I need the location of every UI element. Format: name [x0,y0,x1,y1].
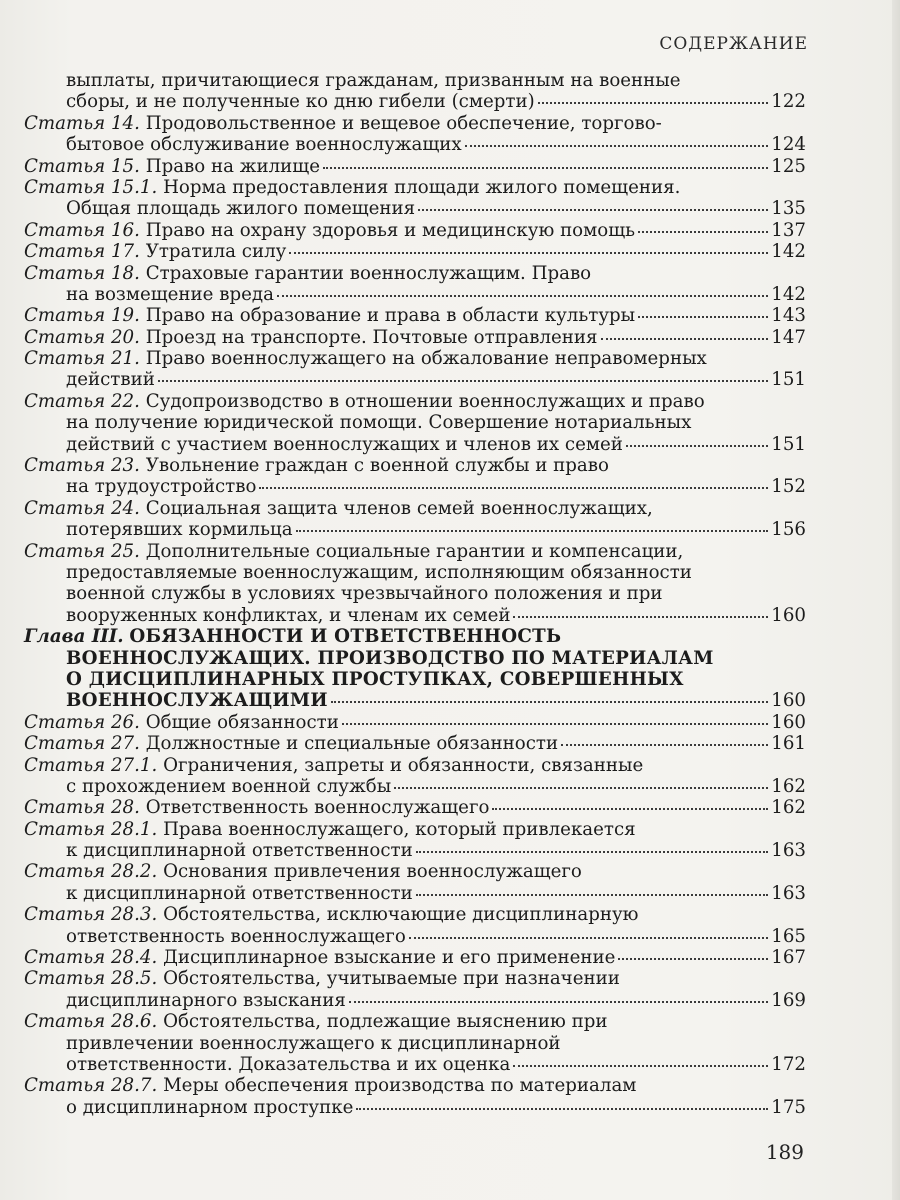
article-label: Статья 15.1. [24,176,158,198]
dot-leader [409,936,769,939]
toc-line-text [24,819,636,840]
article-title-line: Увольнение граждан с военной службы и право [145,455,609,477]
chapter-title-line: ОБЯЗАННОСТИ И ОТВЕТСТВЕННОСТЬ [129,626,562,648]
toc-line-text [66,1033,561,1054]
article-title-line: Страховые гарантии военнослужащим. Право [145,262,592,284]
toc-page-number: 152 [771,476,806,498]
toc-line-text [24,1075,636,1096]
toc-page-number: 125 [771,155,806,177]
article-label: Статья 28.4. [24,947,158,969]
article-label: Статья 28.7. [24,1075,158,1097]
toc-line [24,733,806,754]
toc-page-number: 165 [771,925,806,947]
toc-line [24,968,806,989]
article-label: Статья 28.2. [24,861,158,883]
toc-line-text [24,113,662,134]
toc-line-text [24,177,680,198]
toc-line-text [66,605,510,626]
toc-line-text [66,134,462,155]
toc-line-text [66,883,413,904]
toc-line [24,391,806,412]
article-label: Статья 22. [24,390,140,412]
toc-entry [24,968,806,1011]
toc-line [24,1054,806,1075]
toc-line-text [66,70,681,91]
toc-entry [24,113,806,156]
toc-entry [24,241,806,262]
toc-line-text [24,305,635,326]
toc-line-text [24,861,582,882]
toc-line [24,883,806,904]
toc-line-text [66,519,293,540]
toc-page-number: 162 [771,775,806,797]
toc-line [24,284,806,305]
toc-line-text [66,926,406,947]
article-label: Статья 28. [24,797,140,819]
article-label: Статья 25. [24,540,140,562]
toc-page-number: 160 [771,690,806,712]
article-title-line: с прохождением военной службы [66,775,392,797]
article-label: Статья 14. [24,112,140,134]
toc-line-text [66,369,155,390]
article-label: Статья 27.1. [24,754,158,776]
toc-line-text [66,434,623,455]
article-label: Статья 21. [24,348,140,370]
article-title-line: Общая площадь жилого помещения [66,198,416,220]
toc-entry [24,70,806,113]
article-label: Статья 28.5. [24,968,158,990]
dot-leader [416,893,769,896]
toc-line [24,669,806,690]
toc-line [24,755,806,776]
article-label: Статья 23. [24,455,140,477]
article-title-line: военной службы в условиях чрезвычайного положения и при [66,583,663,605]
article-title-line: Дополнительные социальные гарантии и компенсации, [145,540,684,562]
toc-line-text [66,669,684,690]
toc-line-text [66,990,346,1011]
article-title-line: ответственности. Доказательства и их оценка [66,1053,511,1075]
toc-line-text [24,755,643,776]
toc-line-text [24,327,598,348]
toc-entry [24,904,806,947]
toc-entry [24,348,806,391]
article-title-line: вооруженных конфликтах, и членам их семей [66,604,511,626]
toc-line [24,1033,806,1054]
dot-leader [416,850,769,853]
toc-entry [24,861,806,904]
chapter-title-line: ВОЕННОСЛУЖАЩИМИ [66,690,328,712]
dot-leader [418,208,768,211]
toc-line [24,840,806,861]
toc-line-text [24,947,615,968]
toc-line [24,626,806,647]
toc-entry [24,541,806,627]
toc-page-number: 122 [771,91,806,113]
toc-page-number: 162 [771,797,806,819]
article-title-line: Меры обеспечения производства по материалам [163,1075,637,1097]
toc-line-text [66,1054,510,1075]
toc-page-number: 160 [771,604,806,626]
toc-entry [24,797,806,818]
toc-entry [24,819,806,862]
dot-leader [538,101,769,104]
toc-line [24,476,806,497]
toc-line-text [66,1097,353,1118]
article-title-line: Общие обязанности [145,711,339,733]
article-title-line: на трудоустройство [66,476,257,498]
toc-line-text [24,733,558,754]
toc-line [24,819,806,840]
toc-entry [24,712,806,733]
article-title-line: Ограничения, запреты и обязанности, связанные [163,754,644,776]
toc-line-text [24,348,707,369]
article-title-line: Обстоятельства, учитываемые при назначении [163,968,620,990]
article-title-line: Право на образование и права в области культуры [145,305,636,327]
toc-line [24,648,806,669]
article-title-line: предоставляемые военнослужащим, исполняющим обязанности [66,561,692,583]
dot-leader [513,615,768,618]
toc-entry [24,947,806,968]
toc-line-text [24,904,639,925]
article-title-line: Норма предоставления площади жилого помещения. [163,176,681,198]
toc-line [24,348,806,369]
toc-line-text [24,455,609,476]
toc-line [24,134,806,155]
article-title-line: дисциплинарного взыскания [66,989,346,1011]
article-title-line: о дисциплинарном проступке [66,1096,354,1118]
toc-line [24,369,806,390]
toc-line-text [66,583,662,604]
toc-entry [24,733,806,754]
article-title-line: действий [66,369,155,391]
toc-page-number: 172 [771,1053,806,1075]
article-title-line: Право на охрану здоровья и медицинскую помощь [145,219,636,241]
toc-entry [24,305,806,326]
toc-line [24,455,806,476]
toc-line [24,220,806,241]
toc-line [24,1097,806,1118]
article-title-line: Ответственность военнослужащего [145,797,490,819]
article-title-line: Продовольственное и вещевое обеспечение, торгово- [145,112,662,134]
toc-line-text [24,220,635,241]
toc-line-text [66,562,692,583]
article-label: Статья 27. [24,733,140,755]
toc-entry [24,177,806,220]
toc-line [24,904,806,925]
toc-page-number: 135 [771,198,806,220]
dot-leader [323,166,768,169]
toc-entry [24,220,806,241]
toc-page-number: 175 [771,1096,806,1118]
article-title-line: Социальная защита членов семей военнослужащих, [145,497,653,519]
article-label: Статья 19. [24,305,140,327]
chapter-label: Глава III. [24,626,124,648]
toc-line-text [24,241,286,262]
dot-leader [289,251,768,254]
toc-line-text [24,968,620,989]
toc-page-number: 143 [771,305,806,327]
toc-line-text [66,284,274,305]
toc-line [24,327,806,348]
article-title-line: Судопроизводство в отношении военнослужащих и право [145,390,705,412]
toc-line [24,412,806,433]
toc-line [24,177,806,198]
toc-page-number: 142 [771,283,806,305]
article-label: Статья 20. [24,326,140,348]
toc-line-text [66,648,714,669]
article-label: Статья 28.3. [24,904,158,926]
toc-line-text [24,391,705,412]
toc-line [24,241,806,262]
article-label: Статья 18. [24,262,140,284]
dot-leader [349,1000,768,1003]
toc-page-number: 160 [771,711,806,733]
toc-line [24,113,806,134]
dot-leader [492,807,768,810]
toc-line [24,776,806,797]
table-of-contents [24,70,806,1118]
toc-line [24,562,806,583]
article-label: Статья 16. [24,219,140,241]
chapter-title-line: ВОЕННОСЛУЖАЩИХ. ПРОИЗВОДСТВО ПО МАТЕРИАЛАМ [66,647,714,669]
toc-line-text [66,476,256,497]
article-title-line: сборы, и не полученные ко дню гибели (смерти) [66,91,535,113]
toc-line [24,861,806,882]
page-number: 189 [765,1140,804,1164]
toc-entry [24,1075,806,1118]
toc-line [24,926,806,947]
toc-line-text [24,156,320,177]
article-label: Статья 28.1. [24,818,158,840]
toc-line [24,797,806,818]
dot-leader [356,1107,768,1110]
toc-page-number: 169 [771,989,806,1011]
toc-line-text [24,626,561,647]
article-label: Статья 15. [24,155,140,177]
article-title-line: выплаты, причитающиеся гражданам, призванным на военные [66,70,681,91]
article-title-line: Утратила силу [145,241,287,263]
dot-leader [158,379,768,382]
toc-page-number: 156 [771,519,806,541]
toc-page-number: 151 [771,369,806,391]
article-title-line: Право военнослужащего на обжалование неправомерных [145,348,707,370]
toc-line [24,1075,806,1096]
article-title-line: Должностные и специальные обязанности [145,733,559,755]
toc-line [24,91,806,112]
article-label: Статья 28.6. [24,1011,158,1033]
chapter-title-line: О ДИСЦИПЛИНАРНЫХ ПРОСТУПКАХ, СОВЕРШЕННЫХ [66,668,684,690]
toc-entry [24,498,806,541]
article-title-line: бытовое обслуживание военнослужащих [66,134,462,156]
article-title-line: к дисциплинарной ответственности [66,840,413,862]
article-label: Статья 26. [24,711,140,733]
toc-line [24,156,806,177]
toc-line-text [66,412,691,433]
toc-page-number: 167 [771,947,806,969]
toc-line [24,198,806,219]
toc-page-number: 163 [771,840,806,862]
article-title-line: Проезд на транспорте. Почтовые отправления [145,326,598,348]
article-title-line: действий с участием военнослужащих и членов их семей [66,433,623,455]
toc-page-number: 142 [771,241,806,263]
toc-line [24,947,806,968]
dot-leader [277,294,768,297]
toc-line [24,583,806,604]
dot-leader [342,722,768,725]
toc-line [24,990,806,1011]
toc-line [24,305,806,326]
toc-line [24,605,806,626]
toc-page-number: 137 [771,219,806,241]
article-title-line: Права военнослужащего, который привлекается [163,818,636,840]
toc-line [24,498,806,519]
article-title-line: на возмещение вреда [66,283,274,305]
toc-line [24,263,806,284]
page-edge-shadow [892,0,900,1200]
article-title-line: ответственность военнослужащего [66,925,406,947]
toc-line-text [24,712,339,733]
article-title-line: Обстоятельства, исключающие дисциплинарную [163,904,639,926]
dot-leader [331,700,768,703]
dot-leader [296,529,769,532]
toc-page-number: 161 [771,733,806,755]
toc-line-text [24,541,683,562]
toc-line [24,712,806,733]
toc-line [24,519,806,540]
article-title-line: Основания привлечения военнослужащего [163,861,582,883]
toc-page-number: 151 [771,433,806,455]
dot-leader [626,444,768,447]
toc-line-text [24,797,489,818]
dot-leader [618,957,768,960]
toc-chapter-entry [24,626,806,712]
toc-entry [24,263,806,306]
toc-entry [24,455,806,498]
article-title-line: к дисциплинарной ответственности [66,882,413,904]
dot-leader [259,486,768,489]
toc-line-text [24,263,591,284]
article-title-line: Обстоятельства, подлежащие выяснению при [163,1011,608,1033]
dot-leader [601,337,769,340]
toc-line-text [66,690,328,711]
toc-entry [24,327,806,348]
toc-entry [24,1011,806,1075]
toc-line [24,70,806,91]
toc-page-number: 163 [771,882,806,904]
toc-line-text [24,498,653,519]
article-label: Статья 24. [24,497,140,519]
toc-line [24,434,806,455]
toc-line-text [66,776,391,797]
toc-entry [24,156,806,177]
dot-leader [638,230,768,233]
toc-line [24,1011,806,1032]
article-title-line: потерявших кормильца [66,519,293,541]
toc-line-text [24,1011,608,1032]
toc-line [24,690,806,711]
dot-leader [394,786,768,789]
article-title-line: Право на жилище [145,155,320,177]
article-title-line: Дисциплинарное взыскание и его применение [163,947,616,969]
dot-leader [513,1064,768,1067]
toc-page-number: 147 [771,326,806,348]
toc-line-text [66,198,415,219]
dot-leader [465,144,769,147]
toc-line-text [66,91,535,112]
dot-leader [638,315,768,318]
article-title-line: на получение юридической помощи. Совершение нотариальных [66,412,692,434]
article-title-line: привлечении военнослужащего к дисциплинарной [66,1032,561,1054]
toc-line-text [66,840,413,861]
toc-entry [24,755,806,798]
article-label: Статья 17. [24,241,140,263]
toc-page-number: 124 [771,134,806,156]
running-head: СОДЕРЖАНИЕ [659,34,808,54]
dot-leader [561,743,768,746]
toc-line [24,541,806,562]
toc-entry [24,391,806,455]
